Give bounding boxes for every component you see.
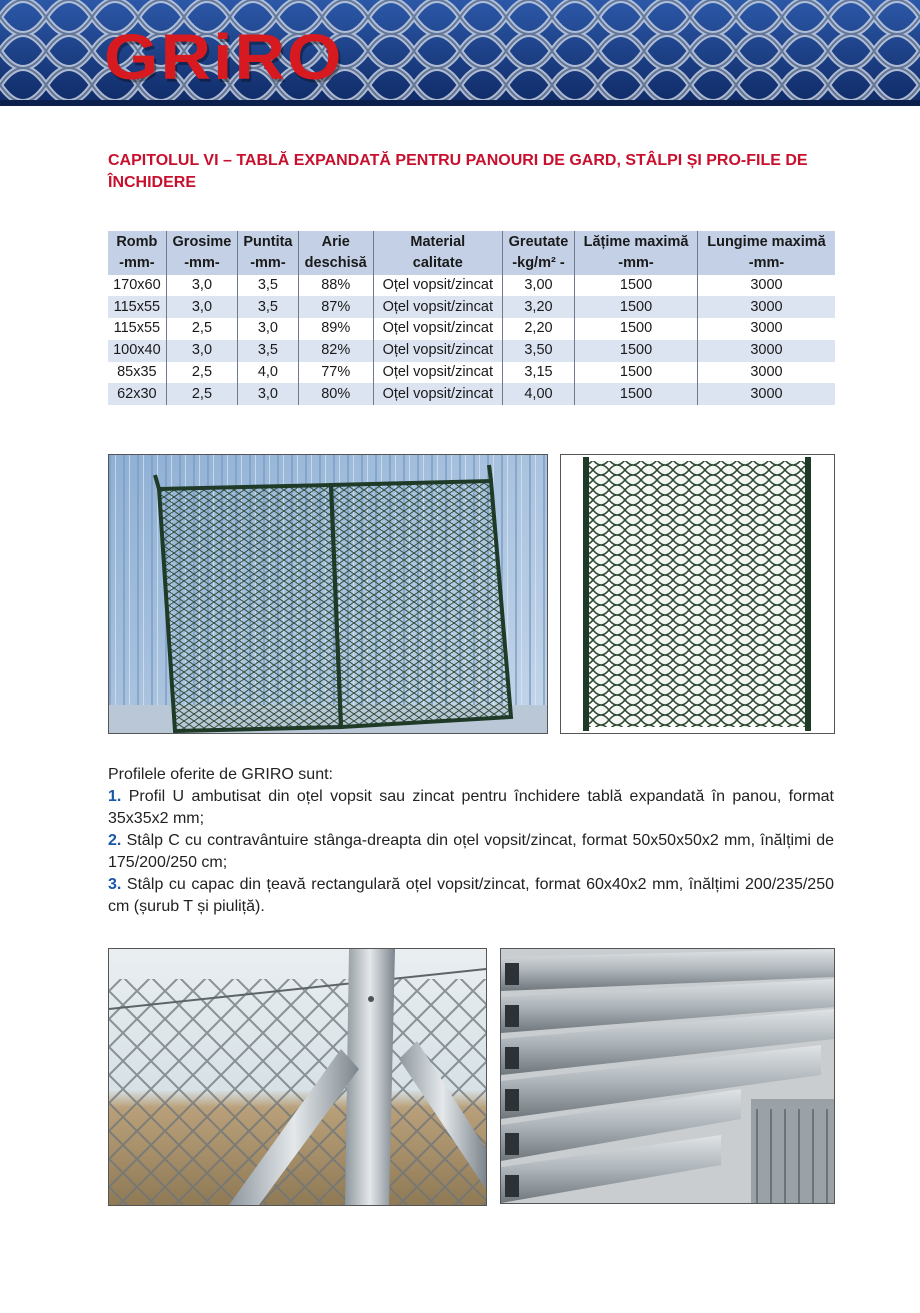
table-cell: 1500 (575, 362, 698, 384)
table-cell: Oțel vopsit/zincat (373, 340, 502, 362)
table-cell: 3000 (697, 383, 835, 405)
table-cell: 3,5 (238, 275, 299, 297)
table-cell: 1500 (575, 340, 698, 362)
table-cell: 115x55 (108, 296, 166, 318)
table-cell: 2,5 (166, 362, 237, 384)
table-cell: 3000 (697, 318, 835, 340)
profiles-description (108, 764, 834, 918)
table-row (108, 318, 835, 340)
item-number: 1. (108, 788, 122, 805)
table-cell: 87% (298, 296, 373, 318)
table-cell: Oțel vopsit/zincat (373, 296, 502, 318)
header-grosime: Grosime (166, 231, 237, 253)
description-item-2 (108, 830, 834, 874)
table-cell: 1500 (575, 383, 698, 405)
mesh-panel-photo (560, 454, 835, 734)
table-row (108, 275, 835, 297)
table-cell: 3,15 (502, 362, 574, 384)
table-cell: 88% (298, 275, 373, 297)
header-material: Material (373, 231, 502, 253)
table-cell: 115x55 (113, 320, 161, 337)
table-cell: 3,5 (238, 296, 299, 318)
table-cell: 3,0 (238, 318, 299, 340)
item-text: Profil U ambutisat din oțel vopsit sau zincat pentru închidere tablă expandată în panou, format 35x35x2 mm; (108, 788, 835, 827)
item-number: 3. (108, 876, 122, 893)
header-latime: Lățime maximă (575, 231, 698, 253)
table-cell: Oțel vopsit/zincat (373, 275, 502, 297)
table-cell: Oțel vopsit/zincat (373, 362, 502, 384)
table-cell: 3,5 (238, 340, 299, 362)
header-arie: Arie (298, 231, 373, 253)
table-row (108, 362, 835, 384)
table-cell: 2,20 (502, 318, 574, 340)
table-cell: 3000 (697, 296, 835, 318)
chapter-title: CAPITOLUL VI – TABLĂ EXPANDATĂ PENTRU PANOURI DE GARD, STÂLPI ȘI PRO-FILE DE ÎNCHIDERE (108, 152, 808, 191)
table-row (108, 340, 835, 362)
table-cell: 80% (298, 383, 373, 405)
header-unit: -mm- (238, 253, 299, 275)
header-lungime: Lungime maximă (697, 231, 835, 253)
header-unit: deschisă (298, 253, 373, 275)
table-cell: 3,20 (502, 296, 574, 318)
table-header-row-1 (108, 231, 835, 253)
table-cell: Oțel vopsit/zincat (373, 383, 502, 405)
table-cell: 82% (298, 340, 373, 362)
table-cell: 1500 (575, 318, 698, 340)
table-cell: 2,5 (166, 318, 237, 340)
table-header-row-2 (108, 253, 835, 275)
description-item-1 (108, 786, 834, 830)
header-banner (0, 0, 920, 106)
header-puntita: Puntita (238, 231, 299, 253)
table-row (108, 383, 835, 405)
header-romb: Romb (108, 231, 166, 253)
table-cell: 3,00 (502, 275, 574, 297)
table-cell: 89% (298, 318, 373, 340)
header-unit: -kg/m² - (502, 253, 574, 275)
table-cell: 3,50 (502, 340, 574, 362)
header-unit: calitate (373, 253, 502, 275)
table-cell: 77% (298, 362, 373, 384)
table-cell: 3000 (697, 340, 835, 362)
header-unit: -mm- (697, 253, 835, 275)
table-cell: 3,0 (238, 383, 299, 405)
header-unit: -mm- (108, 253, 166, 275)
table-cell: Oțel vopsit/zincat (373, 318, 502, 340)
table-row (108, 296, 835, 318)
griro-logo: GRiRO (104, 21, 344, 93)
item-text: Stâlp cu capac din țeavă rectangulară oțel vopsit/zincat, format 60x40x2 mm, înălțimi 200/235/250 cm (șurub T și piuliță). (108, 876, 834, 915)
item-number: 2. (108, 832, 122, 849)
header-unit: -mm- (575, 253, 698, 275)
fence-panels-photo (108, 454, 548, 734)
table-cell: 3000 (697, 362, 835, 384)
header-greutate: Greutate (502, 231, 574, 253)
table-cell: 1500 (575, 275, 698, 297)
table-cell: 3000 (697, 275, 835, 297)
table-cell: 85x35 (117, 364, 157, 381)
table-cell: 62x30 (108, 383, 166, 405)
spec-table (108, 231, 835, 405)
steel-profiles-photo (500, 948, 835, 1204)
table-cell: 100x40 (108, 340, 166, 362)
table-cell: 4,00 (502, 383, 574, 405)
table-cell: 4,0 (238, 362, 299, 384)
table-cell: 3,0 (166, 275, 237, 297)
header-unit: -mm- (166, 253, 237, 275)
table-cell: 170x60 (113, 276, 161, 293)
table-cell: 2,5 (166, 383, 237, 405)
item-text: Stâlp C cu contravântuire stânga-dreapta din oțel vopsit/zincat, format 50x50x50x2 mm, înălțimi de 175/200/250 cm; (108, 832, 834, 871)
description-intro: Profilele oferite de GRIRO sunt: (108, 766, 333, 783)
table-cell: 1500 (575, 296, 698, 318)
description-item-3 (108, 874, 834, 918)
chain-link-post-photo (108, 948, 487, 1206)
table-cell: 3,0 (166, 296, 237, 318)
table-cell: 3,0 (166, 340, 237, 362)
